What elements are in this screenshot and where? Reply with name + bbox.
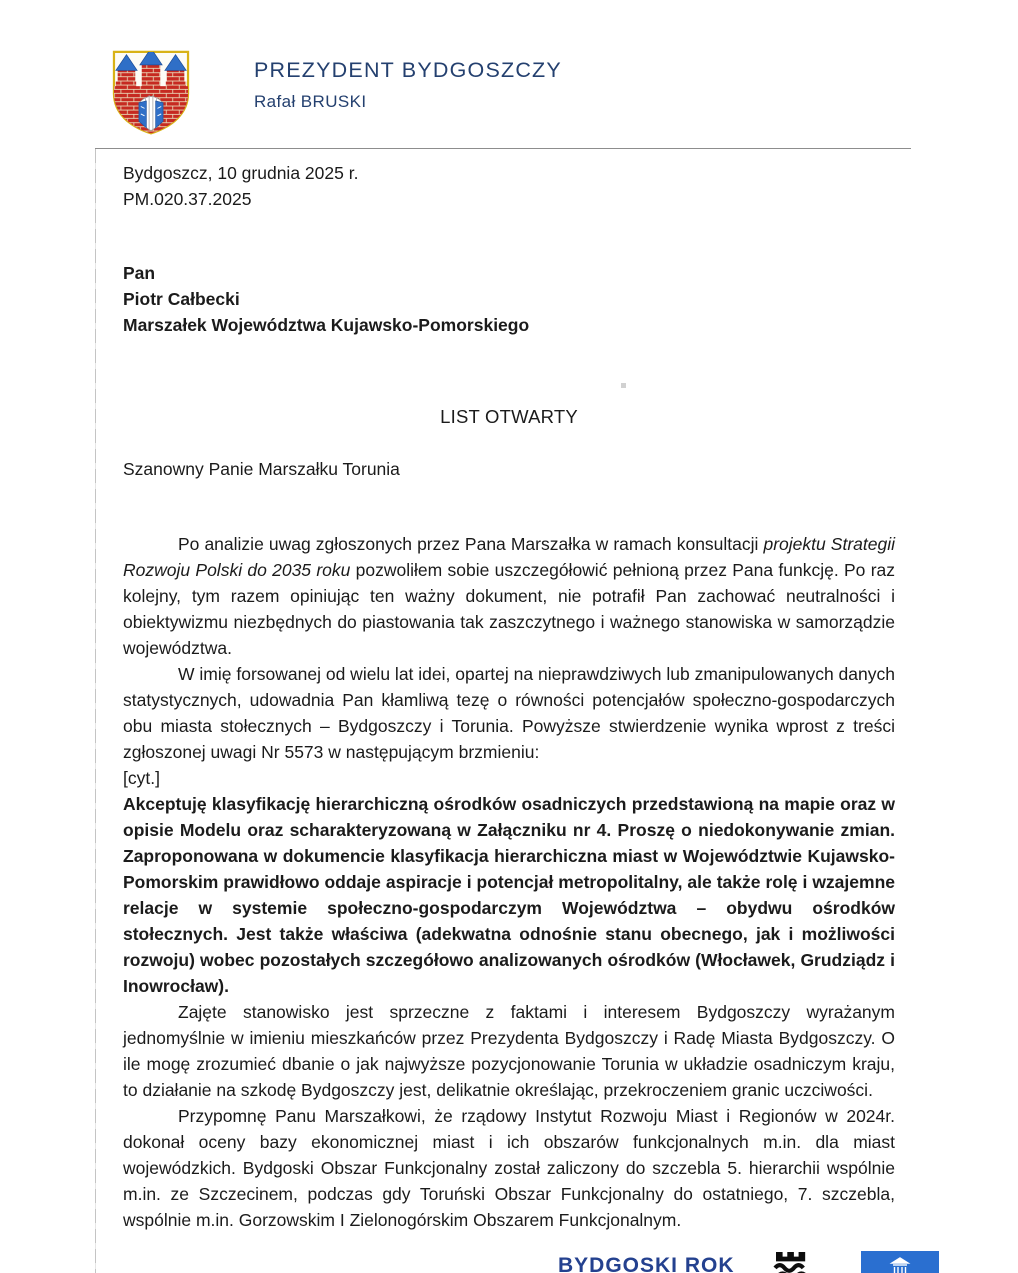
paragraph-3: Zajęte stanowisko jest sprzeczne z faktami i interesem Bydgoszczy wyrażanym jednomyślnie w imieniu mieszkańców przez Prezydenta Bydgoszczy i Radę Miasta Bydgoszczy. O ile mogę zrozumieć dbanie o jak najwyższe pozycjonowanie Torunia w układzie osadniczym kraju, to działanie na szkodę Bydgoszczy jest, delikatnie określając, przekroczeniem granic uczciwości. (123, 1002, 895, 1100)
unesco-icon (861, 1251, 939, 1273)
paragraph-2: W imię forsowanej od wielu lat idei, opartej na nieprawdziwych lub zmanipulowanych danych statystycznych, udowadnia Pan kłamliwą tezę o równości potencjałów społeczno-gospodarczych obu miasta stołecznych – Bydgoszczy i Torunia. Powyższe stwierdzenie wynika wprost z treści zgłoszonej uwagi Nr 5573 w następującym brzmieniu: (123, 664, 895, 762)
left-margin-line (95, 149, 96, 1273)
paragraph-1-italic-title: projektu Strategii Rozwoju Polski do 2035 roku (123, 534, 895, 580)
quoted-paragraph: Akceptuję klasyfikację hierarchiczną ośrodków osadniczych przedstawioną na mapie oraz w opisie Modelu oraz scharakteryzowaną w Załączniku nr 4. Proszę o niedokonywanie zmian. Zaproponowana w dokumencie klasyfikacja hierarchiczna miast w Województwie Kujawsko-Pomorskim prawidłowo oddaje aspiracje i potencjał metropolitalny, ale także rolę i wzajemne relacje w systemie społeczno-gospodarczym Województwa – obydwu ośrodków stołecznych. Jest także właściwa (adekwatna odnośnie stanu obecnego, jak i możliwości rozwoju) wobec pozostałych szczegółowo analizowanych ośrodków (Włocławek, Grudziądz i Inowrocław). (123, 794, 895, 996)
sender-title: PREZYDENT BYDGOSZCZY (254, 58, 562, 82)
cite-marker: [cyt.] (123, 768, 160, 788)
recipient-role: Marszałek Województwa Kujawsko-Pomorskiego (123, 315, 530, 335)
sender-block (254, 38, 562, 112)
paragraph-4: Przypomnę Panu Marszałkowi, że rządowy Instytut Rozwoju Miast i Regionów w 2024r. dokonał oceny bazy ekonomicznej miast i ich obszarów funkcjonalnych m.in. dla miast wojewódzkich. Bydgoski Obszar Funkcjonalny został zaliczony do szczebla 5. hierarchii wspólnie m.in. ze Szczecinem, podczas gdy Toruński Obszar Funkcjonalny do ostatniego, 7. szczebla, wspólnie m.in. Gorzowskim I Zielonogórskim Obszarem Funkcjonalnym. (123, 1106, 895, 1230)
footer-logos (558, 1251, 939, 1273)
greeting-line: Szanowny Panie Marszałku Torunia (123, 459, 400, 479)
recipient-name: Piotr Całbecki (123, 289, 240, 309)
letter-body (123, 531, 895, 1233)
date-line: Bydgoszcz, 10 grudnia 2025 r. (123, 163, 359, 183)
castle-waves-icon (773, 1251, 811, 1273)
recipient-block (123, 260, 529, 338)
paragraph-1-end: pozwoliłem sobie uszczegółowić pełnioną przez Pana funkcję. Po raz kolejny, tym razem opiniując ten ważny dokument, nie potrafił Pan zachować neutralności i obiektywizmu niezbędnych do piastowania tak zaszczytnego i ważnego stanowiska w samorządzie województwa. (123, 560, 896, 658)
recipient-salutation: Pan (123, 263, 156, 283)
bydgoski-rok-logo-text: BYDGOSKI ROK (558, 1254, 735, 1273)
paragraph-1-start: Po analizie uwag zgłoszonych przez Pana Marszałka w ramach konsultacji (178, 534, 764, 554)
scan-artifact-dot (621, 383, 626, 388)
subject-title: LIST OTWARTY (440, 406, 578, 427)
sender-name: Rafał BRUSKI (254, 92, 367, 111)
reference-number: PM.020.37.2025 (123, 189, 252, 209)
letterhead (100, 38, 562, 138)
paragraph-1 (123, 531, 895, 661)
header-rule (95, 148, 911, 149)
coat-of-arms-bydgoszcz-icon (100, 38, 202, 138)
